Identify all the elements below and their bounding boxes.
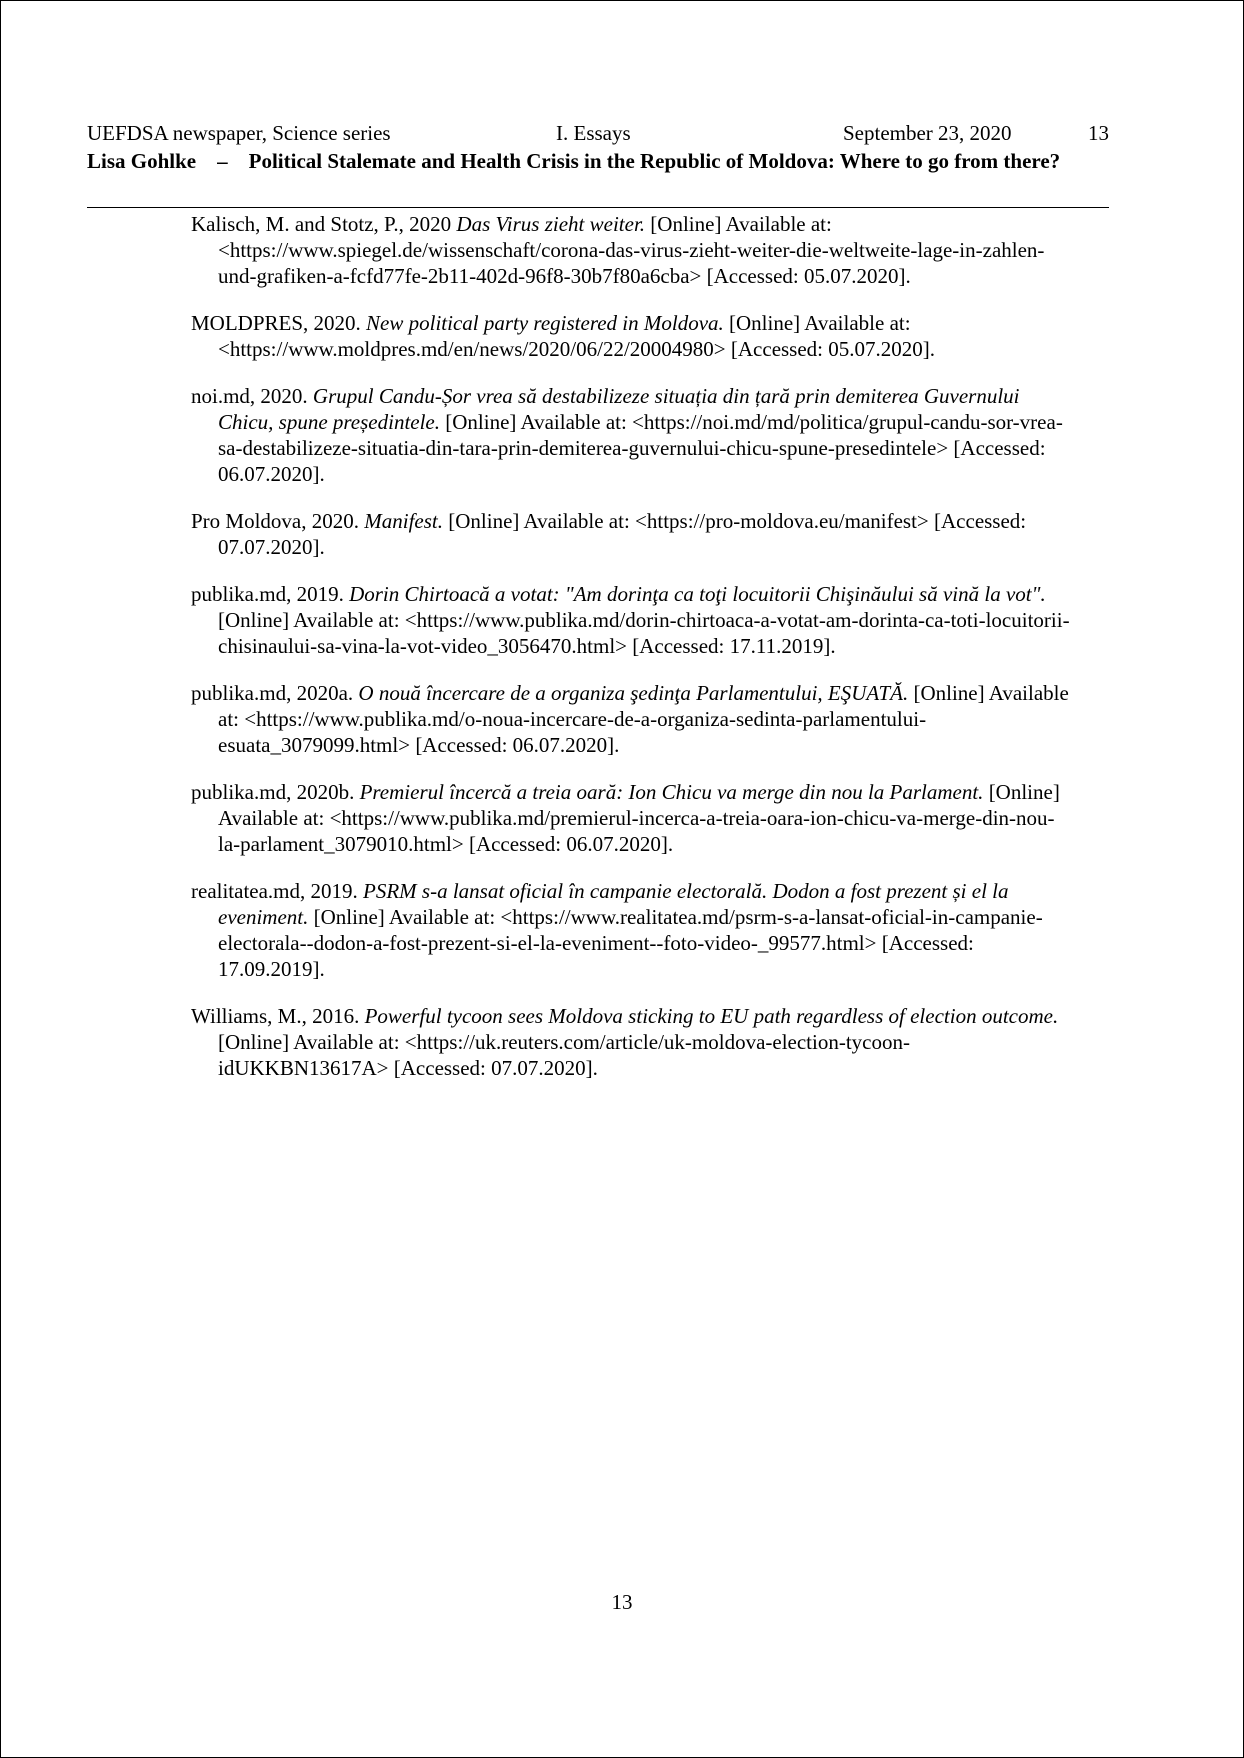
title-dash: – [217,149,228,173]
reference-entry [191,581,1071,659]
running-header [87,120,1109,174]
reference-source: [Online] Available at: <https://www.publika.md/premierul-incerca-a-treia-oara-ion-chicu-va-merge-din-nou-la-parlament_3079010.html> [Accessed: 06.07.2020]. [218,780,1060,856]
reference-authors: publika.md, 2019. [191,582,344,606]
reference-authors: publika.md, 2020b. [191,780,355,804]
reference-entry [191,878,1071,982]
reference-source: [Online] Available at: <https://uk.reuters.com/article/uk-moldova-election-tycoon-idUKKBN13617A> [Accessed: 07.07.2020]. [218,1030,910,1080]
reference-authors: noi.md, 2020. [191,384,308,408]
article-heading [87,148,1109,174]
reference-entry [191,508,1071,560]
reference-authors: MOLDPRES, 2020. [191,311,361,335]
header-meta-line [87,120,1109,146]
reference-source: [Online] Available at: <https://www.realitatea.md/psrm-s-a-lansat-oficial-in-campanie-electorala--dodon-a-fost-prezent-si-el-la-eveniment--foto-video-_99577.html> [Accessed: 17.09.2019]. [218,905,1043,981]
reference-title: Powerful tycoon sees Moldova sticking to EU path regardless of election outcome. [364,1004,1059,1028]
reference-title: Grupul Candu-Șor vrea să destabilizeze situația din țară prin demiterea Guvernului Chicu, spune președintele. [218,384,1020,434]
reference-title: Das Virus zieht weiter. [456,212,646,236]
reference-title: Dorin Chirtoacă a votat: "Am dorinţa ca toţi locuitorii Chişinăului să vină la vot". [349,582,1046,606]
reference-title: O nouă încercare de a organiza şedinţa Parlamentului, EŞUATĂ. [358,681,909,705]
reference-source: [Online] Available at: <https://www.spiegel.de/wissenschaft/corona-das-virus-zieht-weiter-die-weltweite-lage-in-zahlen-und-grafiken-a-fcfd77fe-2b11-402d-96f8-30b7f80a6cba> [Accessed: 05.07.2020]. [218,212,1045,288]
reference-entry [191,1003,1071,1081]
issue-date: September 23, 2020 [843,121,1012,145]
reference-authors: Williams, M., 2016. [191,1004,360,1028]
footer-page-number: 13 [611,1590,633,1614]
header-page-number: 13 [1088,121,1109,145]
author-name: Lisa Gohlke [87,149,197,173]
reference-authors: Pro Moldova, 2020. [191,509,359,533]
journal-name: UEFDSA newspaper, Science series [87,121,391,145]
section-name: I. Essays [556,121,631,145]
reference-authors: realitatea.md, 2019. [191,879,358,903]
reference-entry [191,211,1071,289]
reference-authors: publika.md, 2020a. [191,681,354,705]
reference-entry [191,383,1071,487]
reference-list [191,211,1071,1091]
reference-entry [191,779,1071,857]
reference-source: [Online] Available at: <https://noi.md/md/politica/grupul-candu-sor-vrea-sa-destabilizeze-situatia-din-tara-prin-demiterea-guvernului-chicu-spune-presedintele> [Accessed: 06.07.2020]. [218,410,1063,486]
reference-authors: Kalisch, M. and Stotz, P., 2020 [191,212,452,236]
reference-source: [Online] Available at: <https://pro-moldova.eu/manifest> [Accessed: 07.07.2020]. [218,509,1027,559]
reference-title: Manifest. [364,509,443,533]
reference-title: PSRM s-a lansat oficial în campanie electorală. Dodon a fost prezent și el la eveniment. [218,879,1009,929]
reference-entry [191,680,1071,758]
reference-entry [191,310,1071,362]
reference-source: [Online] Available at: <https://www.publika.md/dorin-chirtoaca-a-votat-am-dorinta-ca-toti-locuitorii-chisinaului-sa-vina-la-vot-video_3056470.html> [Accessed: 17.11.2019]. [218,608,1070,658]
reference-source: [Online] Available at: <https://www.moldpres.md/en/news/2020/06/22/20004980> [Accessed: 05.07.2020]. [218,311,936,361]
article-title: Political Stalemate and Health Crisis in the Republic of Moldova: Where to go from there? [248,149,1061,173]
header-rule [87,207,1109,208]
reference-title: New political party registered in Moldova. [366,311,724,335]
reference-source: [Online] Available at: <https://www.publika.md/o-noua-incercare-de-a-organiza-sedinta-parlamentului-esuata_3079099.html> [Accessed: 06.07.2020]. [218,681,1069,757]
reference-title: Premierul încercă a treia oară: Ion Chicu va merge din nou la Parlament. [359,780,984,804]
